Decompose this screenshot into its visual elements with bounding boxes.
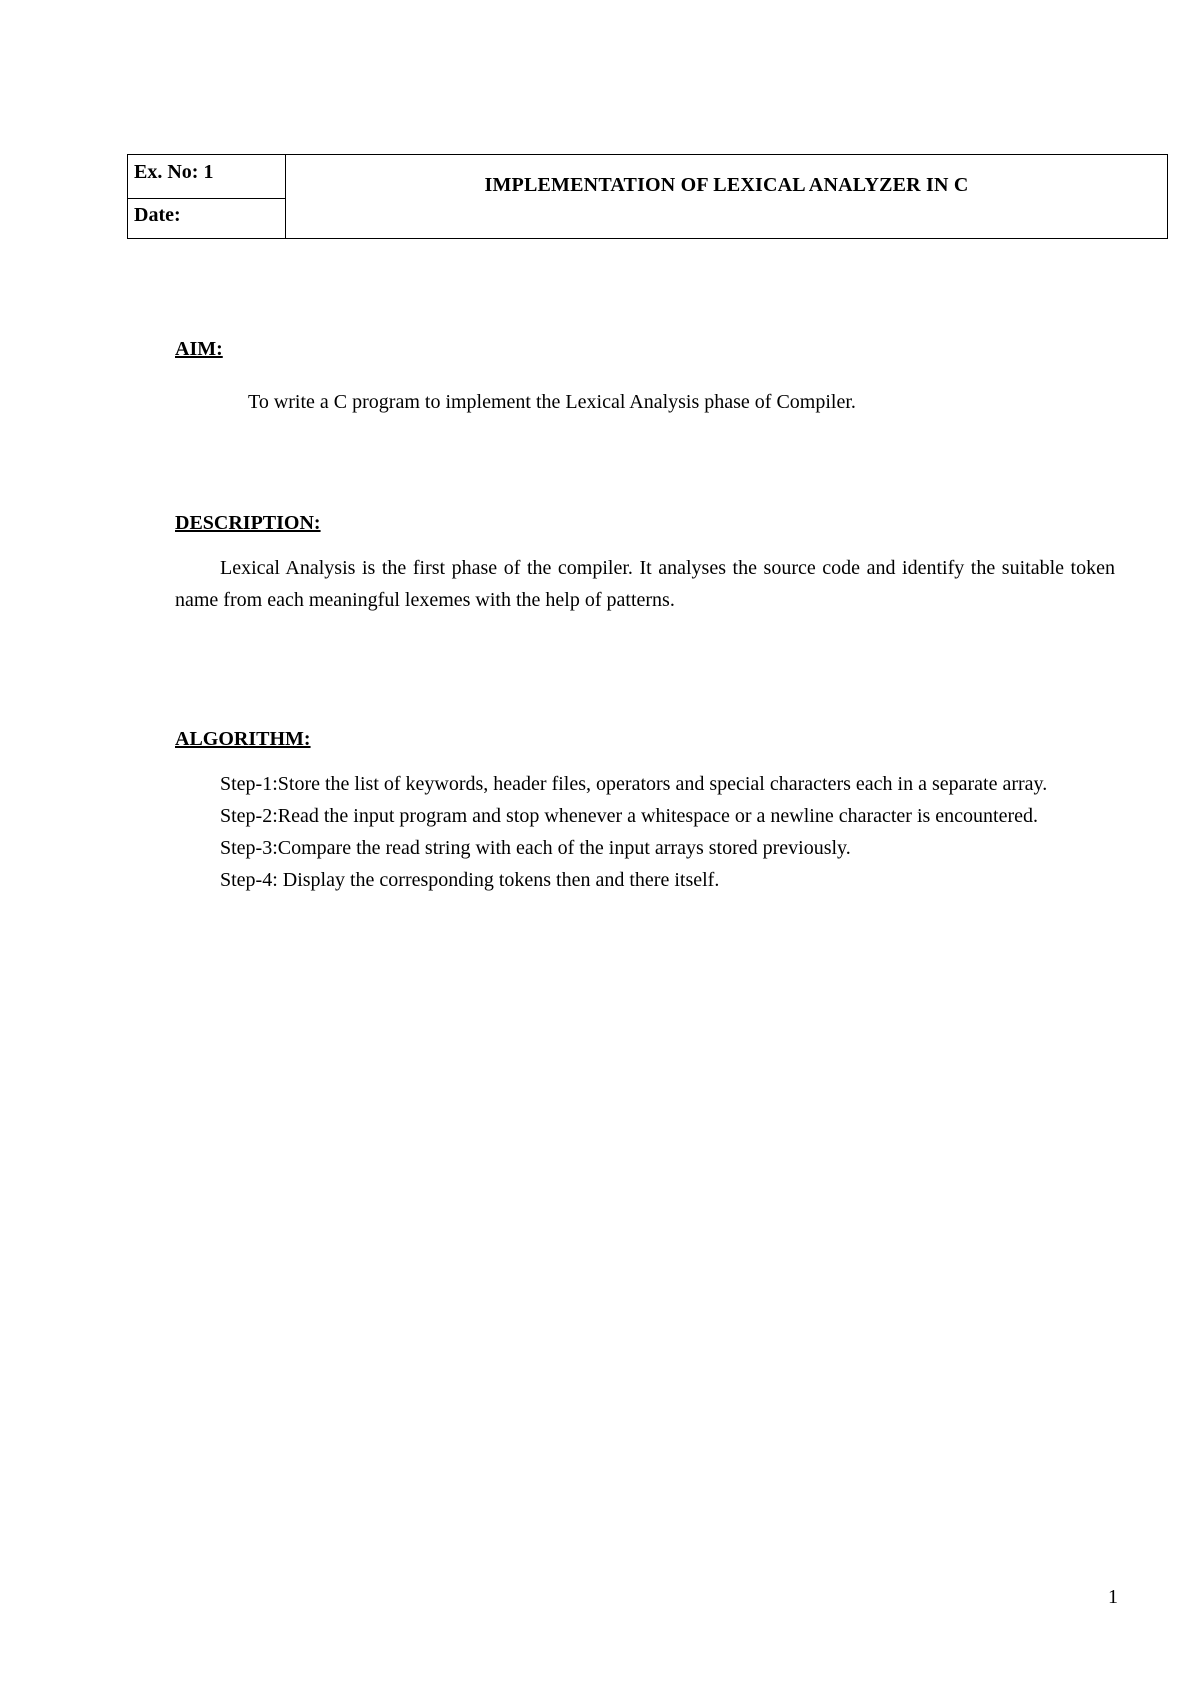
algorithm-step: Step-2:Read the input program and stop whenever a whitespace or a newline character is encountered. bbox=[220, 805, 1039, 827]
page-number: 1 bbox=[1108, 1586, 1118, 1608]
algorithm-heading: ALGORITHM: bbox=[175, 728, 311, 750]
date-label: Date: bbox=[134, 204, 181, 226]
document-title: IMPLEMENTATION OF LEXICAL ANALYZER IN C bbox=[484, 174, 969, 196]
algorithm-step: Step-3:Compare the read string with each of the input arrays stored previously. bbox=[220, 837, 851, 859]
algorithm-steps bbox=[220, 768, 1113, 896]
aim-text: To write a C program to implement the Lexical Analysis phase of Compiler. bbox=[248, 391, 856, 413]
header-left-column bbox=[128, 155, 286, 238]
exercise-number: Ex. No: 1 bbox=[128, 155, 285, 199]
algorithm-step: Step-1:Store the list of keywords, header files, operators and special characters each in a separate array. bbox=[220, 773, 1048, 795]
aim-heading: AIM: bbox=[175, 338, 223, 360]
header-table bbox=[127, 154, 1168, 239]
algorithm-step: Step-4: Display the corresponding tokens then and there itself. bbox=[220, 869, 720, 891]
description-heading: DESCRIPTION: bbox=[175, 512, 321, 534]
description-text: Lexical Analysis is the first phase of the compiler. It analyses the source code and identify the suitable token name from each meaningful lexemes with the help of patterns. bbox=[175, 557, 1115, 611]
